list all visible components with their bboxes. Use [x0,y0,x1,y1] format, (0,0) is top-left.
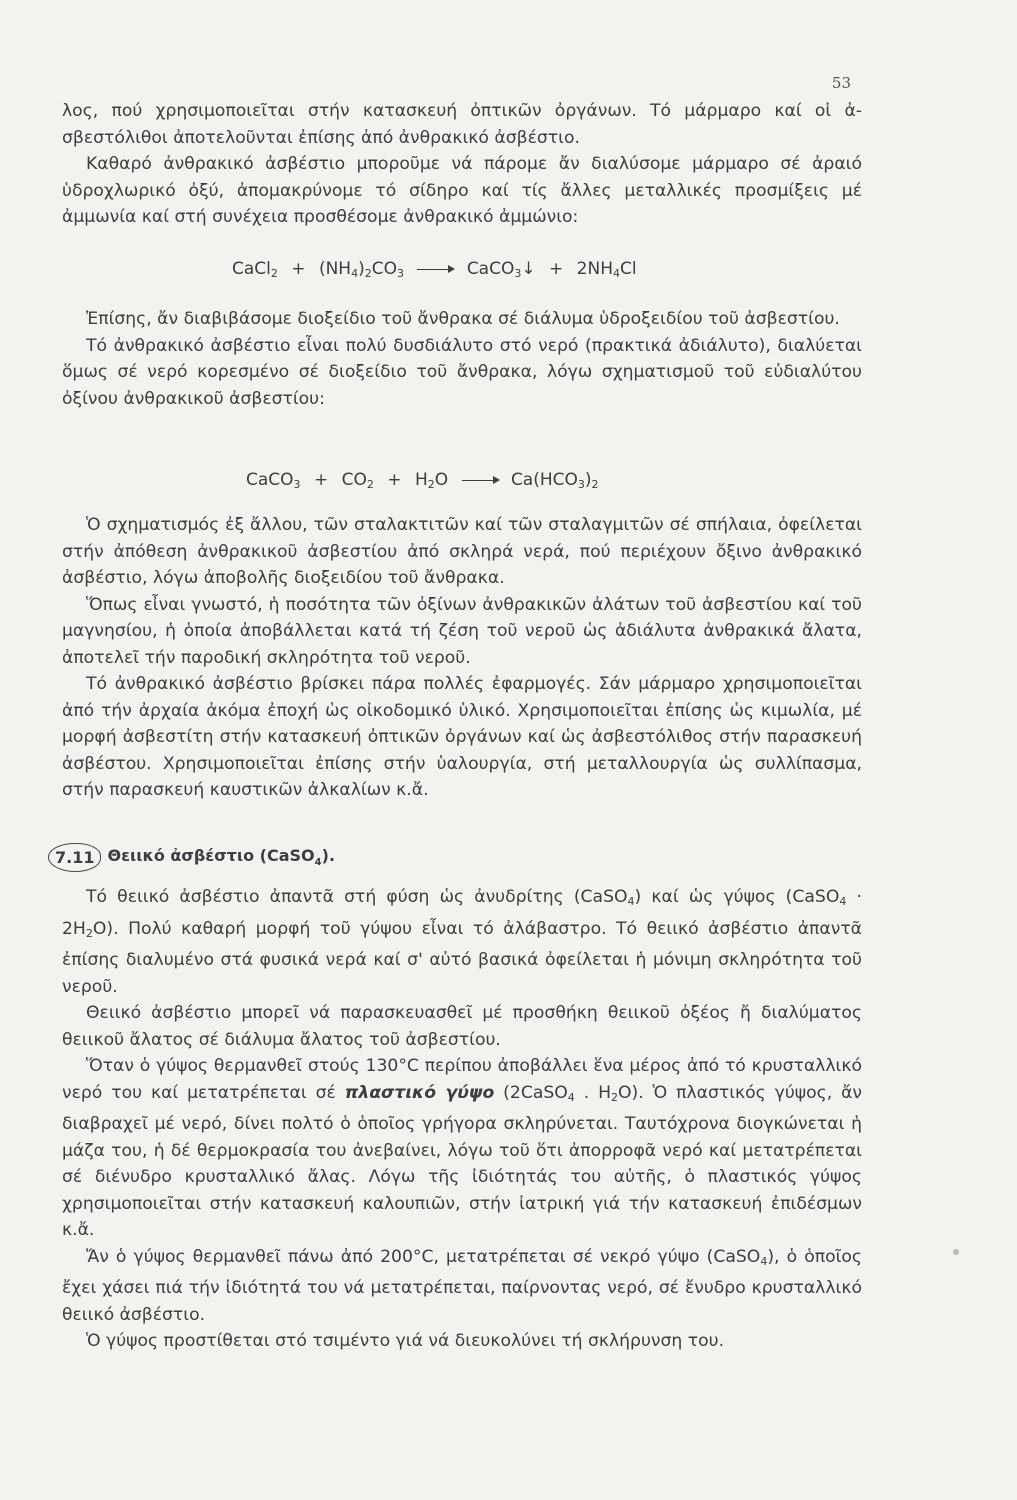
paragraph-1: λος, πού χρησιμοποιεῖται στήν κατασκευή ὀπτικῶν ὀργάνων. Τό μάρμαρο καί οἱ ἀ-σβεστόλιθοι ἀποτελοῦνται ἐπίσης ἀπό ἀνθρακικό ἀσβέστιο. [62,101,862,148]
equation-calcium-bicarbonate: CaCO$_3$ + $CO_2 + H_2O$ $Ca(HCO_3)_2$ [246,470,599,491]
paragraph-9: Θειικό ἀσβέστιο μπορεῖ νά παρασκευασθεῖ μέ προσθήκη θειικοῦ ὀξέος ἤ διαλύματος θειικοῦ ἄλατος σέ διάλυμα ἄλατος τοῦ ἀσβεστίου. [62,1003,862,1050]
page-number: 53 [831,74,851,92]
paragraph-2: Καθαρό ἀνθρακικό ἀσβέστιο μποροῦμε νά πάρομε ἄν διαλύσομε μάρμαρο σέ ἀραιό ὑδροχλωρικό ὀξύ, ἀπομακρύνομε τό σίδηρο καί τίς ἄλλες μεταλλικές προσμίξεις μέ ἀμμωνία καί στή συνέχεια προσθέσομε ἀνθρακικό ἀμμώνιο: [62,154,862,227]
paragraph-10: Ὅταν ὁ γύψος θερμανθεῖ στούς 130°C περίπου ἀποβάλλει ἕνα μέρος ἀπό τό κρυσταλλικό νερό του καί μετατρέπεται σέ πλαστικό γύψο (2CaSO$_4$ . $H_2O$). Ὁ πλαστικός γύψος, ἄν διαβραχεῖ μέ νερό, δίνει πολτό ὁ ὁποῖος γρήγορα σκληρύνεται. Ταυτόχρονα διογκώνεται ἡ μάζα του, ἡ δέ θερμοκρασία του ἀνεβαίνει, λόγω τοῦ ὅτι ἀπορροφᾶ νερό καί μετατρέπεται σέ διένυδρο κρυσταλλικό ἄλας. Λόγω τῆς ἰδιότητάς του αὐτῆς, ὁ πλαστικός γύψος χρησιμοποιεῖται στήν κατασκευή καλουπιῶν, στήν ἰατρική γιά τήν κατασκευή ἐπιδέσμων κ.ἄ. [62,1056,863,1240]
section-number: 7.11 [48,843,101,872]
section-heading [48,836,335,878]
paragraph-12: Ὁ γύψος προστίθεται στό τσιμέντο γιά νά διευκολύνει τή σκλήρυνση του. [86,1331,725,1351]
margin-dot-mark [953,1249,959,1255]
text-block-calcium-sulfate [62,884,862,1355]
equation-caco3-precipitation: CaCl$_2$ + $(NH_4)_2CO_3$ CaCO$_3$↓ + $2NH_4Cl$ [232,259,637,280]
reaction-arrow-icon [417,269,453,270]
paragraph-3: Ἐπίσης, ἄν διαβιβάσομε διοξείδιο τοῦ ἄνθρακα σέ διάλυμα ὑδροξειδίου τοῦ ἀσβεστίου. [86,309,840,329]
section-title: Θειικό ἀσβέστιο (CaSO$_4$). [107,845,336,869]
paragraph-5: Ὁ σχηματισμός ἐξ ἄλλου, τῶν σταλακτιτῶν καί τῶν σταλαγμιτῶν σέ σπήλαια, ὀφείλεται στήν ἀπόθεση ἀνθρακικοῦ ἀσβεστίου ἀπό σκληρά νερά, πού περιέχουν ὄξινο ἀνθρακικό ἀσβέστιο, λόγω ἀποβολῆς διοξειδίου τοῦ ἄνθρακα. [62,515,862,588]
paragraph-11: Ἄν ὁ γύψος θερμανθεῖ πάνω ἀπό 200°C, μετατρέπεται σέ νεκρό γύψο (CaSO$_4$), ὁ ὁποῖος ἔχει χάσει πιά τήν ἰδιότητά του νά μετατρέπεται, παίρνοντας νερό, σέ ἔνυδρο κρυσταλλικό θειικό ἀσβέστιο. [62,1246,862,1325]
emphasis-plastic-gypsum: πλαστικό γύψο [344,1082,495,1103]
paragraph-6: Ὅπως εἶναι γνωστό, ἡ ποσότητα τῶν ὀξίνων ἀνθρακικῶν ἀλάτων τοῦ ἀσβεστίου καί τοῦ μαγνησίου, ἡ ὁποία ἀποβάλλεται κατά τή ζέση τοῦ νεροῦ ὡς ἀδιάλυτα ἀνθρακικά ἄλατα, ἀποτελεῖ τήν παροδική σκληρότητα τοῦ νεροῦ. [62,594,862,668]
text-block-solubility [62,306,862,412]
paragraph-4: Τό ἀνθρακικό ἀσβέστιο εἶναι πολύ δυσδιάλυτο στό νερό (πρακτικά ἀδιάλυτο), διαλύεται ὅμως σέ νερό κορεσμένο σέ διοξείδιο τοῦ ἄνθρακα, λόγω σχηματισμοῦ τοῦ εὐδιαλύτου ὀξίνου ἀνθρακικοῦ ἀσβεστίου: [62,335,862,409]
paragraph-7: Τό ἀνθρακικό ἀσβέστιο βρίσκει πάρα πολλές ἐφαρμογές. Σάν μάρμαρο χρησιμοποιεῖται ἀπό τήν ἀρχαία ἀκόμα ἐποχή ὡς οἰκοδομικό ὑλικό. Χρησιμοποιεῖται ἐπίσης ὡς κιμωλία, μέ μορφή ἀσβεστίτη στήν κατασκευή ὀπτικῶν ὀργάνων καί ὡς ἀσβεστόλιθος στήν παρασκευή ἀσβέστου. Χρησιμοποιεῖται ἐπίσης στήν ὑαλουργία, στή μεταλλουργία ὡς συλλίπασμα, στήν παρασκευή καυστικῶν ἀλκαλίων κ.ἄ. [62,674,862,800]
paragraph-8: Τό θειικό ἀσβέστιο ἀπαντᾶ στή φύση ὡς ἀνυδρίτης (CaSO$_4$) καί ὡς γύψος (CaSO$_4$ · $2H_2O$). Πολύ καθαρή μορφή τοῦ γύψου εἶναι τό ἀλάβαστρο. Τό θειικό ἀσβέστιο ἀπαντᾶ ἐπίσης διαλυμένο στά φυσικά νερά καί σ' αὐτό βασικά ὀφείλεται ἡ μόνιμη σκληρότητα τοῦ νεροῦ. [62,887,862,997]
text-block-applications [62,512,862,804]
reaction-arrow-icon [462,480,498,481]
text-block-intro [62,98,862,231]
